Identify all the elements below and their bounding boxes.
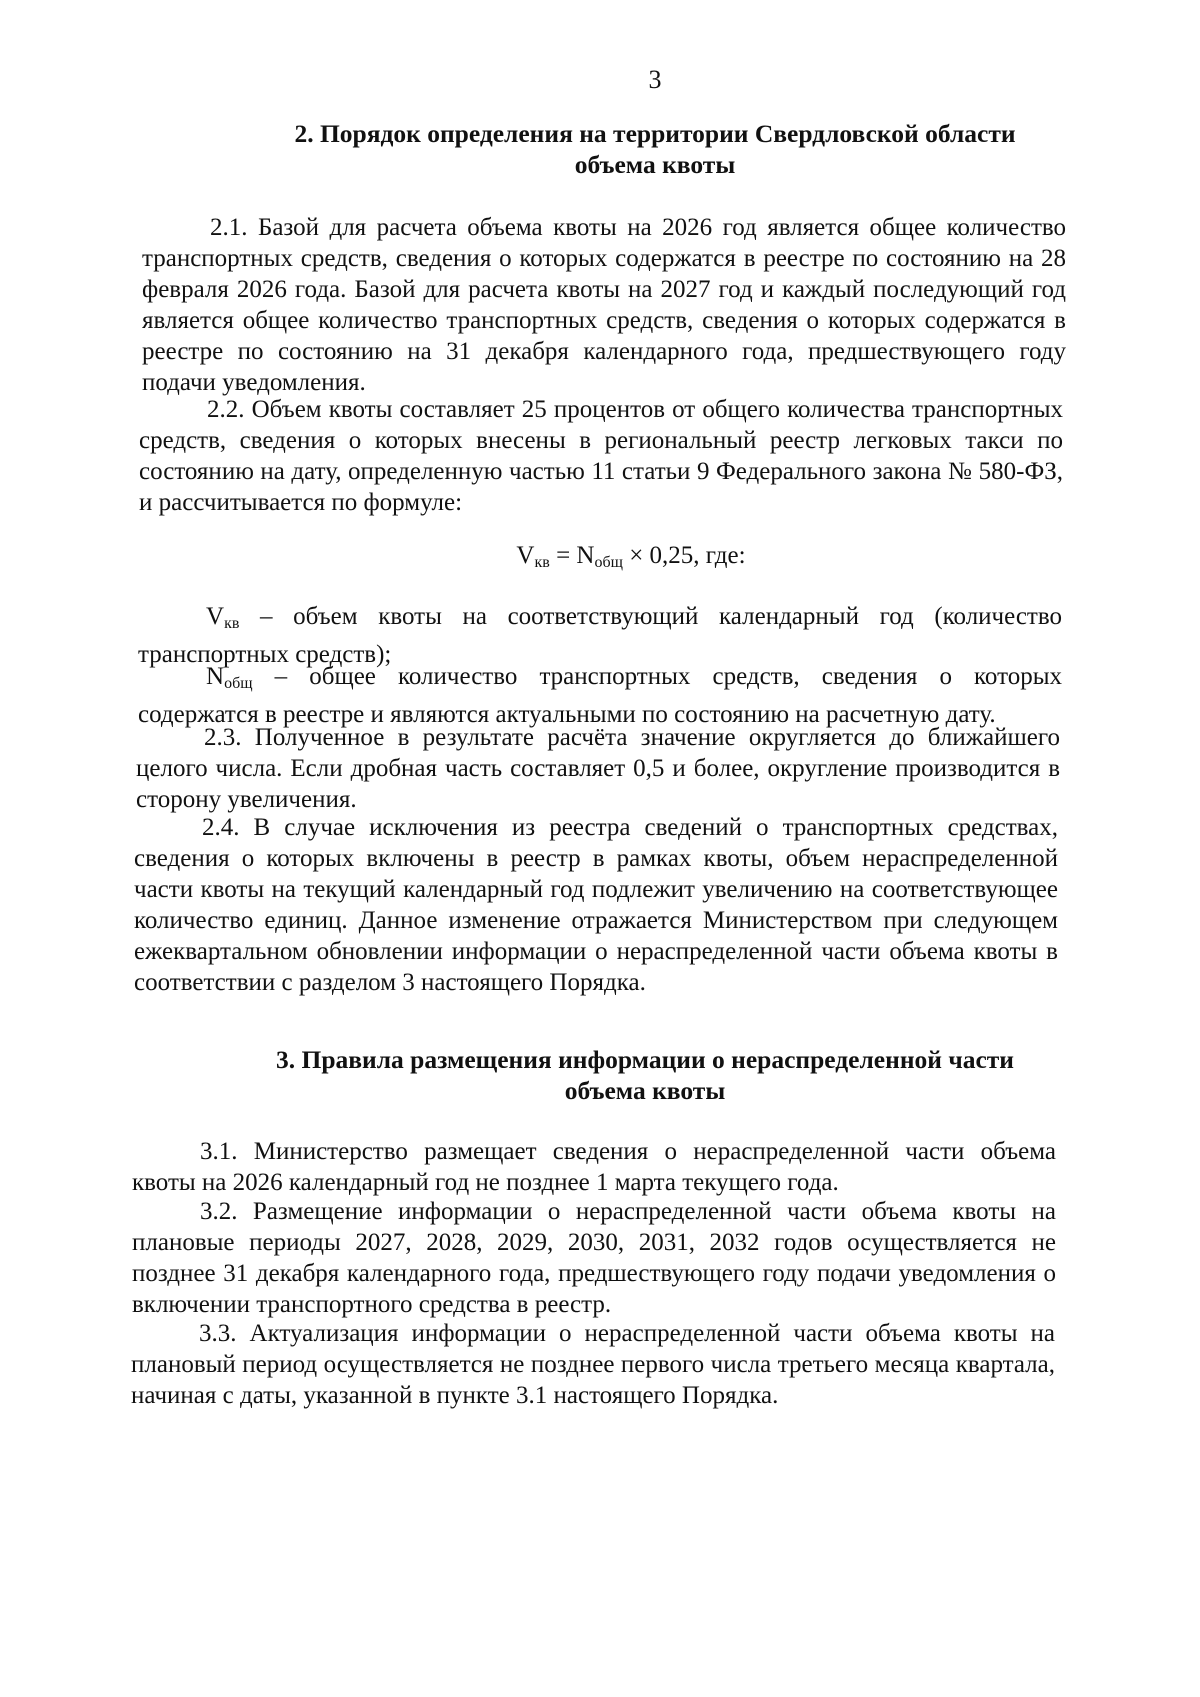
formula-v-subscript: кв (534, 554, 550, 571)
section-3-heading (0, 1044, 1200, 1106)
definition-v (138, 601, 1062, 670)
formula-n-subscript: общ (594, 554, 623, 571)
definition-n (138, 661, 1062, 730)
section-3-heading-line-2: объема квоты (564, 1076, 726, 1105)
paragraph-3-2: 3.2. Размещение информации о нераспределенной части объема квоты на плановые периоды 2027, 2028, 2029, 2030, 2031, 2032 годов осуществляется не позднее 31 декабря календарного года, предшествующего году подачи уведомления о включении транспортного средства в реестр. (132, 1198, 1056, 1318)
paragraph-2-4: 2.4. В случае исключения из реестра сведений о транспортных средствах, сведения о которых включены в реестр в рамках квоты, объем нераспределенной части квоты на текущий календарный год подлежит увеличению на соответствующее количество единиц. Данное изменение отражается Министерством при следующем ежеквартальном обновлении информации о нераспределенной части объема квоты в соответствии с разделом 3 настоящего Порядка. (134, 814, 1058, 996)
definition-n-subscript: общ (224, 675, 253, 692)
formula-rest: × 0,25, где: (622, 542, 746, 569)
paragraph-2-2: 2.2. Объем квоты составляет 25 процентов от общего количества транспортных средств, сведения о которых внесены в региональный реестр легковых такси по состоянию на дату, определенную частью 11 статьи 9 Федерального закона № 580-ФЗ, и рассчитывается по формуле: (139, 396, 1063, 516)
definition-v-text: – объем квоты на соответствующий календарный год (количество транспортных средств); (138, 603, 1062, 668)
section-2-heading-line-1: 2. Порядок определения на территории Свердловской области (294, 119, 1016, 148)
paragraph-3-1: 3.1. Министерство размещает сведения о нераспределенной части объема квоты на 2026 календарный год не позднее 1 марта текущего года. (132, 1138, 1056, 1196)
definition-v-symbol: V (206, 603, 225, 630)
paragraph-2-1: 2.1. Базой для расчета объема квоты на 2026 год является общее количество транспортных средств, сведения о которых содержатся в реестре по состоянию на 28 февраля 2026 года. Базой для расчета квоты на 2027 год и каждый последующий год является общее количество транспортных средств, сведения о которых содержатся в реестре по состоянию на 31 декабря календарного года, предшествующего году подачи уведомления. (142, 214, 1066, 396)
formula-equals: = (549, 542, 577, 569)
definition-n-symbol: N (206, 663, 225, 690)
definition-n-text: – общее количество транспортных средств, сведения о которых содержатся в реестре и являются актуальными по состоянию на расчетную дату. (138, 663, 1062, 728)
section-2-heading-line-2: объема квоты (574, 150, 736, 179)
section-2-heading (0, 118, 1200, 180)
formula-n: N (576, 542, 595, 569)
definition-v-subscript: кв (224, 615, 240, 632)
section-3-heading-line-1: 3. Правила размещения информации о нераспределенной части (276, 1045, 1014, 1074)
formula-v: V (516, 542, 535, 569)
paragraph-2-3: 2.3. Полученное в результате расчёта значение округляется до ближайшего целого числа. Если дробная часть составляет 0,5 и более, округление производится в сторону увеличения. (136, 724, 1060, 813)
paragraph-3-3: 3.3. Актуализация информации о нераспределенной части объема квоты на плановый период осуществляется не позднее первого числа третьего месяца квартала, начиная с даты, указанной в пункте 3.1 настоящего Порядка. (131, 1320, 1055, 1409)
quota-formula (0, 540, 1200, 578)
page-number: 3 (648, 65, 662, 94)
